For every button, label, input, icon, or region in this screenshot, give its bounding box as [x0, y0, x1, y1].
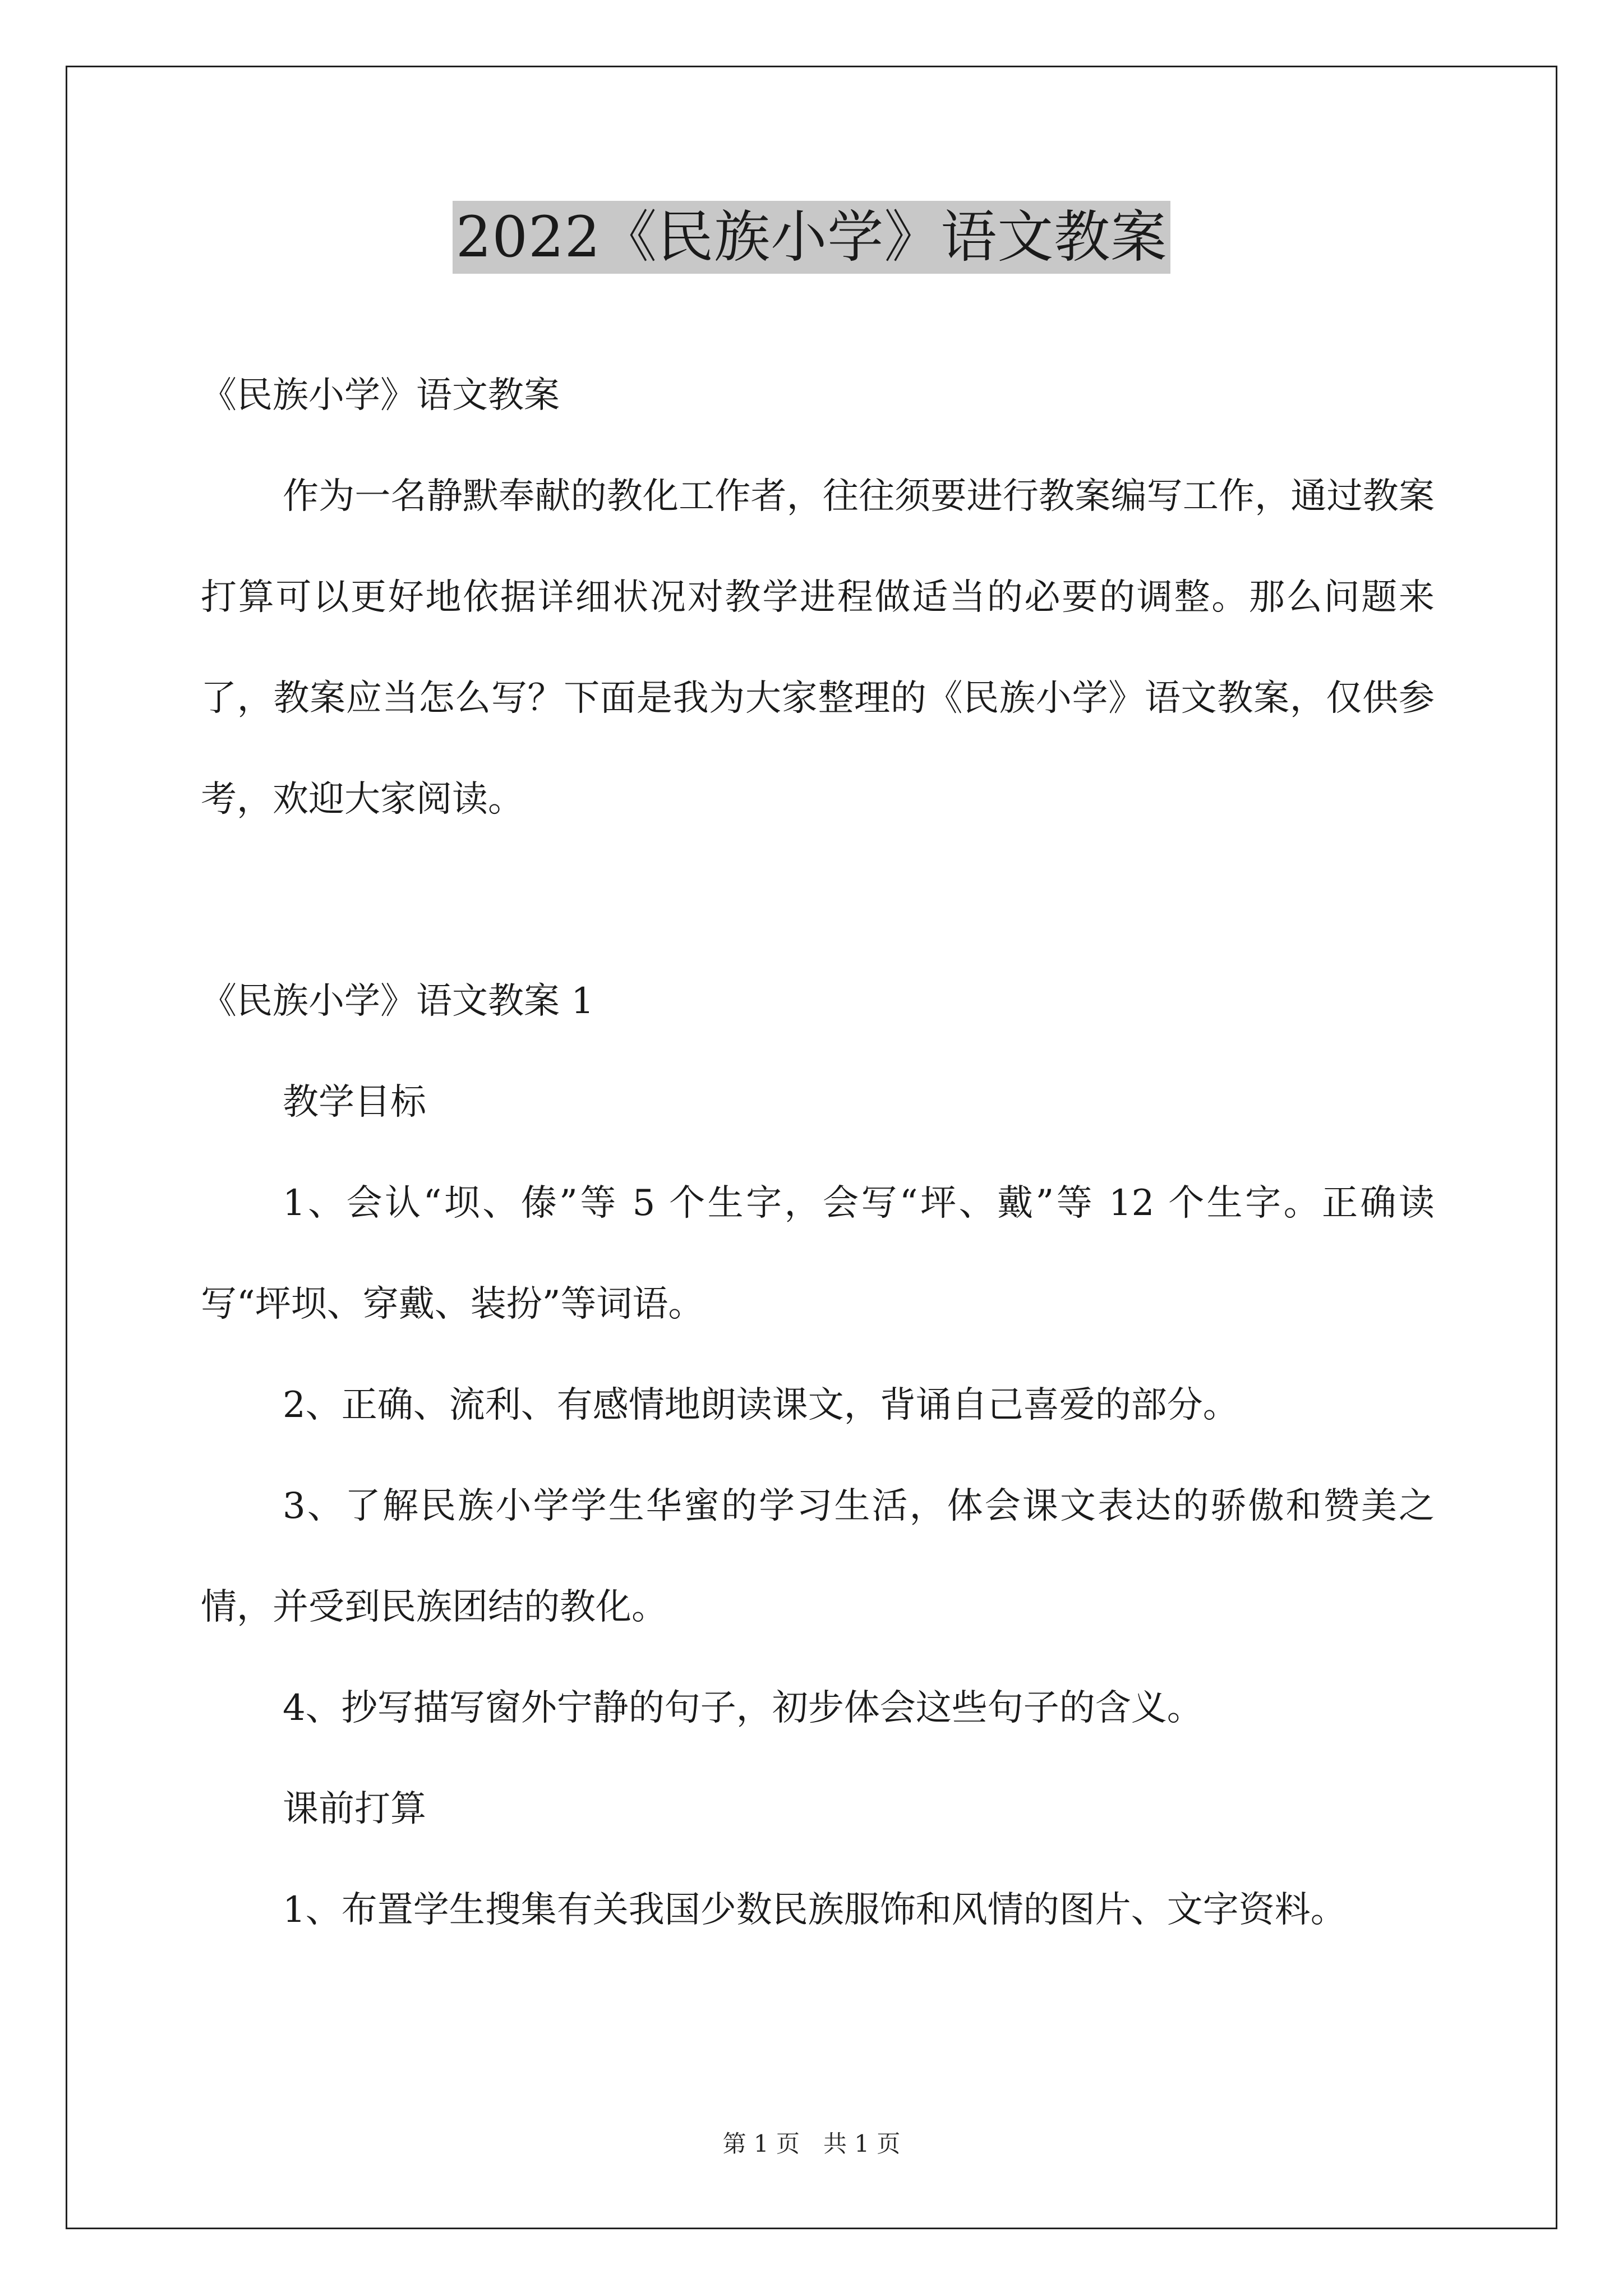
prep-heading: 课前打算: [283, 1788, 426, 1830]
page-footer: [0, 2127, 1623, 2161]
document-body: [201, 345, 1435, 1961]
document-subtitle: 《民族小学》语文教案: [201, 375, 560, 416]
goal-item: 3、了解民族小学学生华蜜的学习生活，体会课文表达的骄傲和赞美之情，并受到民族团结的教化。: [201, 1485, 1435, 1628]
title-container: [0, 201, 1623, 274]
page-total: 共 1 页: [823, 2130, 901, 2157]
page-number: 第 1 页: [722, 2130, 800, 2157]
section-heading: 《民族小学》语文教案 1: [201, 981, 594, 1022]
prep-item: 1、布置学生搜集有关我国少数民族服饰和风情的图片、文字资料。: [283, 1889, 1347, 1931]
goal-item: 1、会认“坝、傣”等 5 个生字，会写“坪、戴”等 12 个生字。正确读写“坪坝、穿戴、装扮”等词语。: [201, 1182, 1435, 1325]
intro-paragraph: 作为一名静默奉献的教化工作者，往往须要进行教案编写工作，通过教案打算可以更好地依据详细状况对教学进程做适当的必要的调整。那么问题来了，教案应当怎么写？下面是我为大家整理的《民族小学》语文教案，仅供参考，欢迎大家阅读。: [201, 476, 1435, 820]
goal-item: 4、抄写描写窗外宁静的句子，初步体会这些句子的含义。: [283, 1687, 1203, 1729]
goals-heading: 教学目标: [283, 1082, 426, 1123]
goal-item: 2、正确、流利、有感情地朗读课文，背诵自己喜爱的部分。: [283, 1384, 1239, 1426]
document-title: 2022《民族小学》语文教案: [453, 201, 1171, 274]
section-spacer: [201, 850, 1435, 951]
